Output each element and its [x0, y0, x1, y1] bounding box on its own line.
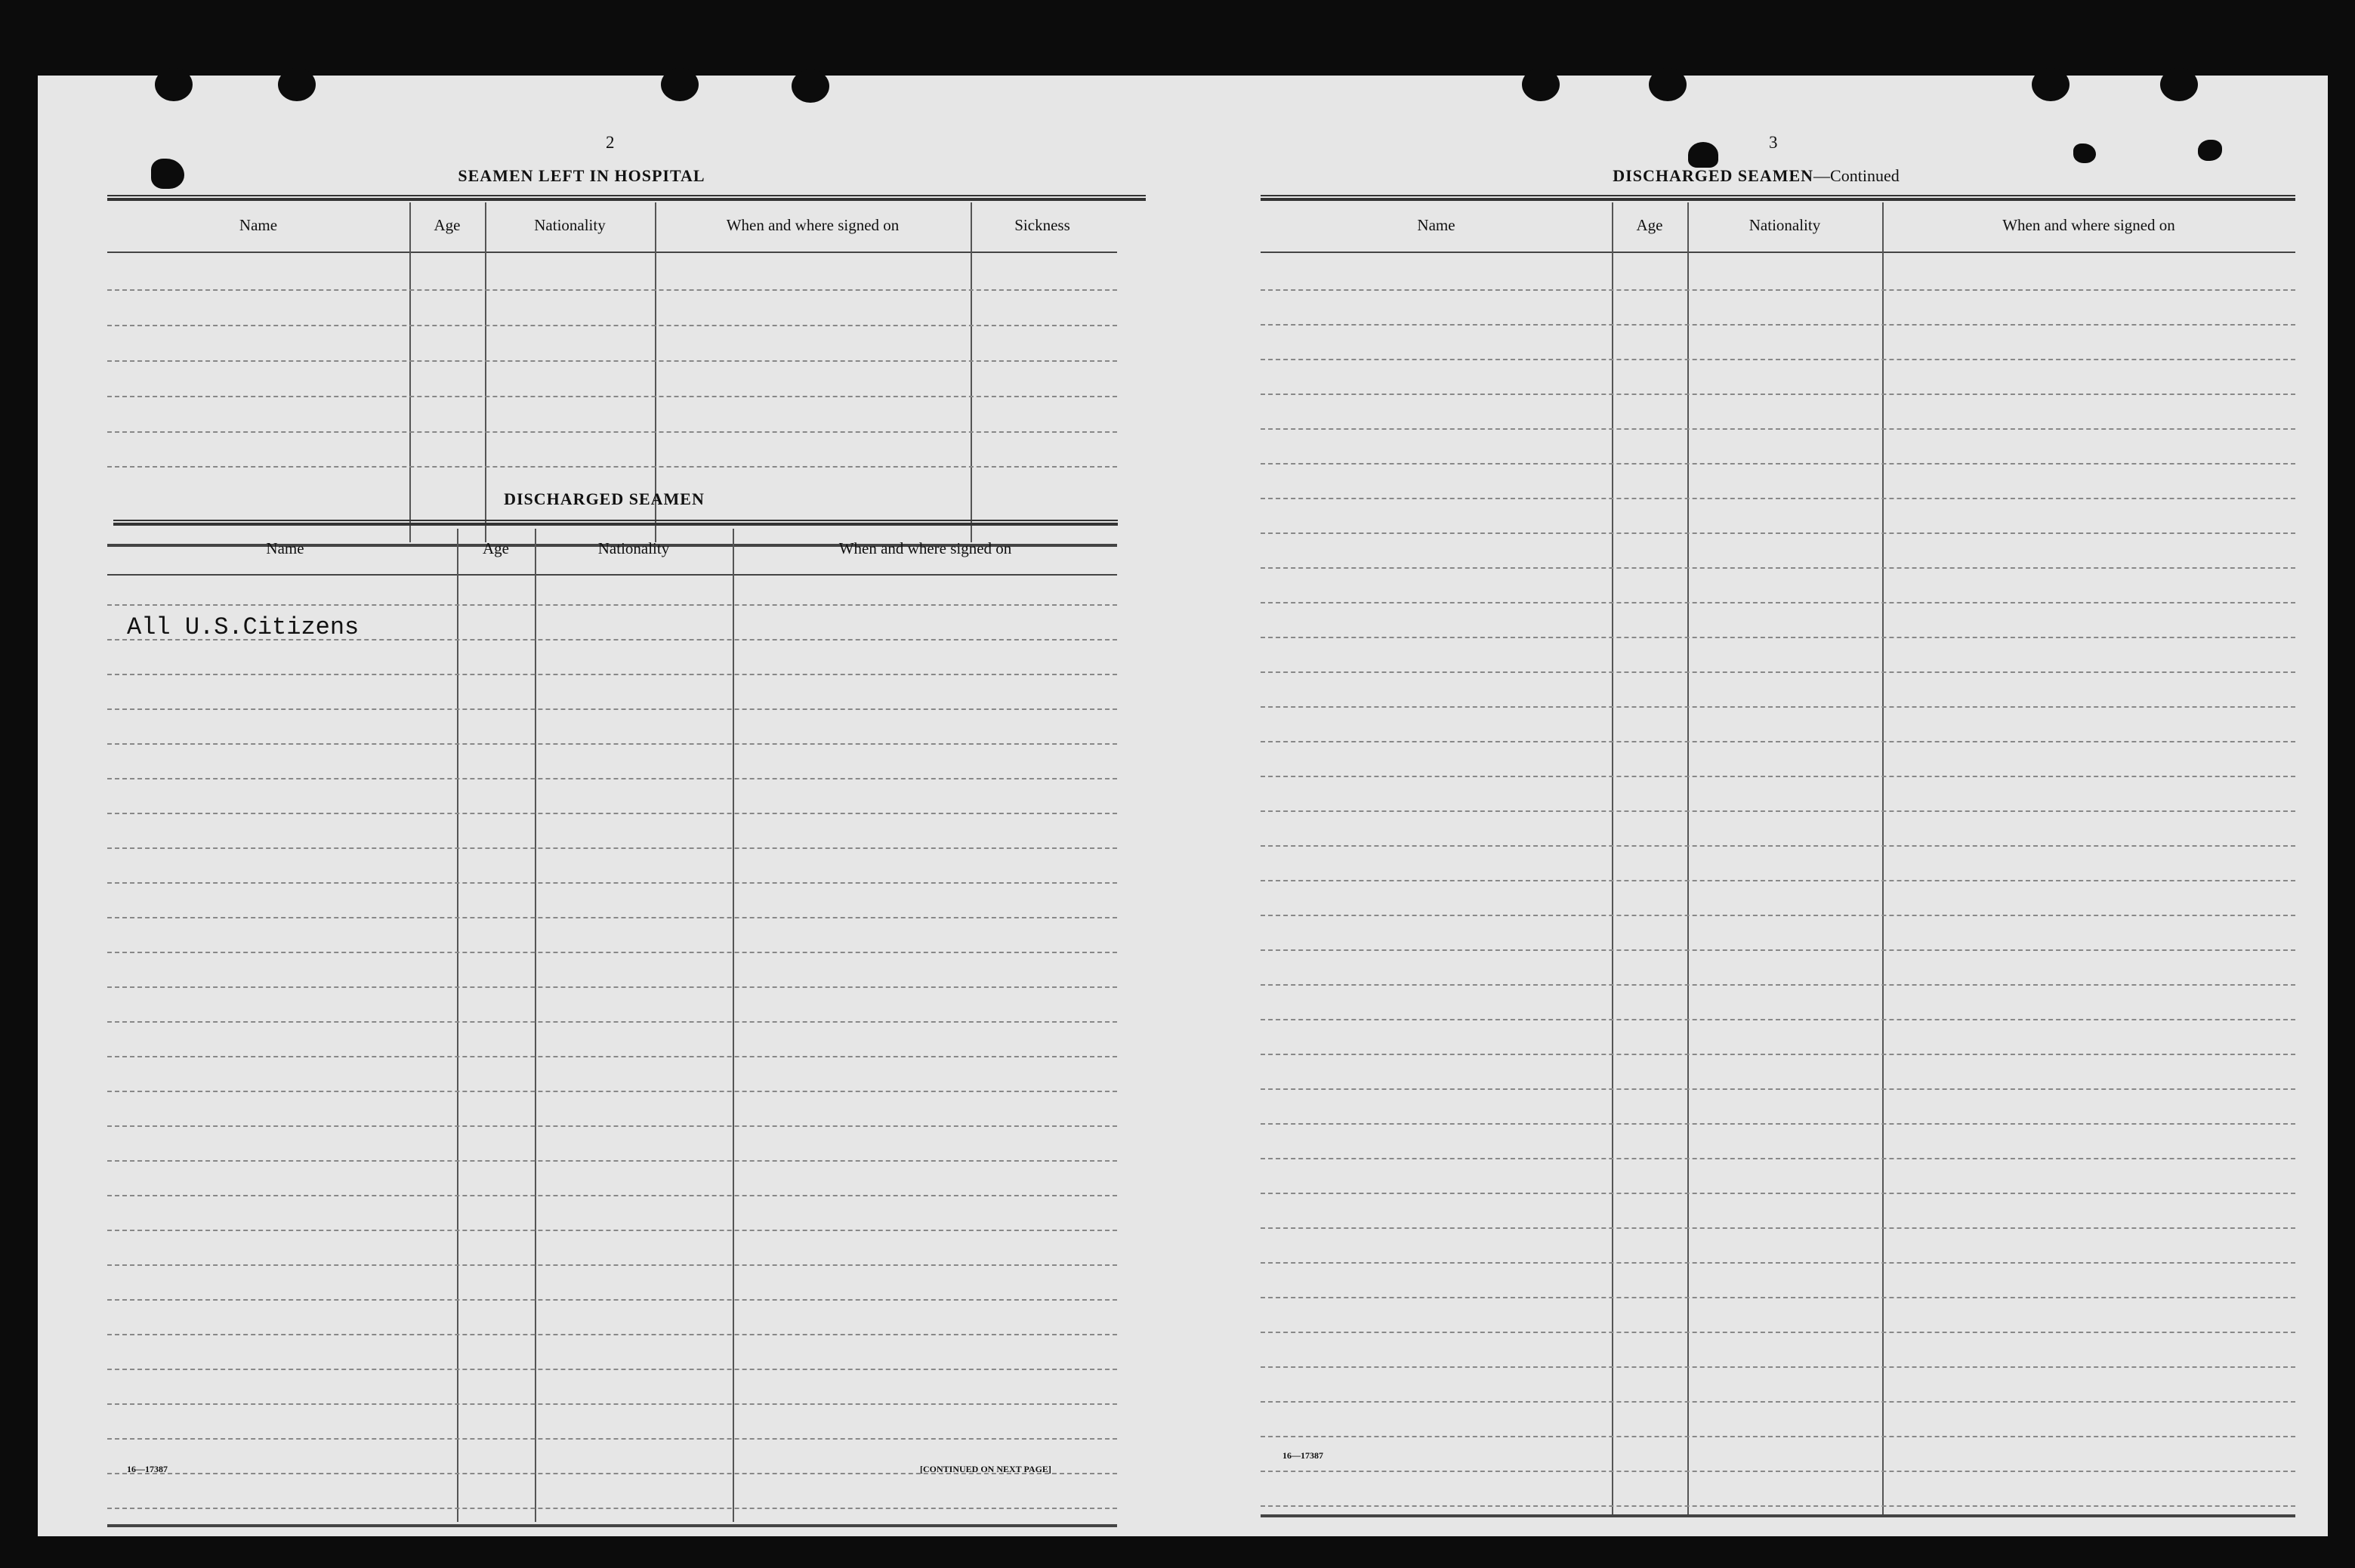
entry-line: [1261, 567, 2295, 569]
entry-line: [1261, 706, 2295, 708]
scanned-document-page: [38, 76, 2328, 1536]
entry-line: [1261, 463, 2295, 465]
entry-line: [107, 466, 1117, 468]
entry-line: [1261, 1366, 2295, 1368]
entry-line: [107, 1264, 1117, 1266]
punch-hole: [278, 68, 316, 101]
entry-line: [107, 604, 1117, 606]
right-header-age: Age: [1636, 216, 1663, 234]
torn-mark: [2073, 144, 2096, 163]
punch-hole: [2032, 68, 2069, 101]
punch-hole: [2160, 68, 2198, 101]
right-header-name: Name: [1417, 216, 1455, 234]
entry-line: [1261, 532, 2295, 534]
entry-line: [1261, 498, 2295, 499]
form-number: 16—17387: [127, 1464, 168, 1474]
entry-line: [1261, 845, 2295, 847]
punch-hole: [661, 68, 699, 101]
discharged-title-main: DISCHARGED SEAMEN: [1613, 166, 1814, 185]
column-divider: [535, 529, 536, 1522]
entry-line: [107, 431, 1117, 433]
discharged-header-signed-on: When and where signed on: [838, 539, 1012, 557]
entry-line: [1261, 984, 2295, 986]
entry-line: [1261, 671, 2295, 673]
table-bottom-rule: [107, 1524, 1117, 1527]
entry-line: [107, 986, 1117, 988]
entry-line: [1261, 1054, 2295, 1055]
column-divider: [733, 529, 734, 1522]
entry-line: [1261, 915, 2295, 916]
entry-line: [1261, 1332, 2295, 1333]
entry-line: [107, 325, 1117, 326]
entry-line: [1261, 776, 2295, 777]
hospital-header-nationality: Nationality: [534, 216, 606, 234]
hospital-header-age: Age: [434, 216, 461, 234]
entry-line: [1261, 741, 2295, 742]
entry-line: [107, 1508, 1117, 1509]
entry-line: [107, 1403, 1117, 1405]
punch-hole: [792, 69, 829, 103]
entry-line: [1261, 1262, 2295, 1264]
entry-line: [1261, 359, 2295, 360]
entry-line: [107, 882, 1117, 884]
punch-hole: [155, 68, 193, 101]
entry-line: [107, 1021, 1117, 1023]
column-divider: [409, 202, 411, 542]
entry-line: [1261, 1436, 2295, 1437]
discharged-header-name: Name: [266, 539, 304, 557]
entry-line: [107, 743, 1117, 745]
title-rule: [113, 520, 1118, 526]
discharged-continued-title: [1605, 166, 1907, 186]
column-divider: [1687, 202, 1689, 1517]
entry-line: [107, 1091, 1117, 1092]
page-number: 3: [1769, 133, 1778, 152]
entry-line: [107, 1438, 1117, 1440]
header-rule: [107, 574, 1117, 576]
column-divider: [971, 202, 972, 542]
page-number: 2: [606, 133, 615, 152]
entry-line: [107, 917, 1117, 918]
entry-line: [107, 1160, 1117, 1162]
discharged-header-nationality: Nationality: [597, 539, 670, 557]
right-header-nationality: Nationality: [1749, 216, 1821, 234]
entry-line: [107, 1125, 1117, 1127]
entry-line: [1261, 1123, 2295, 1125]
entry-line: [107, 360, 1117, 362]
entry-line: [1261, 1401, 2295, 1403]
entry-line: [1261, 1193, 2295, 1194]
hospital-header-sickness: Sickness: [1014, 216, 1070, 234]
entry-line: [107, 952, 1117, 953]
entry-line: [1261, 949, 2295, 951]
entry-line: [107, 1299, 1117, 1301]
entry-line: [1261, 1471, 2295, 1472]
entry-line: [1261, 289, 2295, 291]
discharged-entry-text: All U.S.Citizens: [127, 613, 360, 641]
entry-line: [1261, 1505, 2295, 1507]
entry-line: [1261, 324, 2295, 326]
continued-suffix: —Continued: [1813, 166, 1900, 185]
discharged-section-title: DISCHARGED SEAMEN: [504, 489, 705, 508]
punch-hole: [1649, 68, 1687, 101]
entry-line: [1261, 880, 2295, 881]
right-header-signed-on: When and where signed on: [2002, 216, 2175, 234]
entry-line: [107, 396, 1117, 397]
column-divider: [1612, 202, 1613, 1517]
entry-line: [1261, 1158, 2295, 1159]
entry-line: [107, 813, 1117, 814]
entry-line: [107, 639, 1117, 640]
entry-line: [107, 847, 1117, 849]
hospital-header-signed-on: When and where signed on: [726, 216, 900, 234]
hospital-section-title: SEAMEN LEFT IN HOSPITAL: [458, 166, 705, 185]
entry-line: [107, 1195, 1117, 1196]
torn-mark: [151, 159, 184, 189]
entry-line: [107, 674, 1117, 675]
entry-line: [107, 1230, 1117, 1231]
title-rule: [107, 195, 1146, 201]
column-divider: [1882, 202, 1884, 1517]
entry-line: [107, 1056, 1117, 1057]
entry-line: [1261, 394, 2295, 395]
entry-line: [1261, 810, 2295, 812]
torn-mark: [1688, 142, 1718, 168]
torn-mark: [2198, 140, 2222, 161]
entry-line: [1261, 1088, 2295, 1090]
entry-line: [1261, 637, 2295, 638]
entry-line: [1261, 1297, 2295, 1298]
header-rule: [1261, 252, 2295, 253]
punch-hole: [1522, 68, 1560, 101]
entry-line: [1261, 1227, 2295, 1229]
title-rule: [1261, 195, 2295, 201]
table-bottom-rule: [1261, 1514, 2295, 1517]
form-number: 16—17387: [1282, 1450, 1323, 1461]
header-rule: [107, 252, 1117, 253]
discharged-header-age: Age: [483, 539, 509, 557]
entry-line: [107, 1334, 1117, 1335]
hospital-header-name: Name: [239, 216, 278, 234]
entry-line: [1261, 428, 2295, 430]
entry-line: [107, 708, 1117, 710]
column-divider: [457, 529, 458, 1522]
entry-line: [107, 778, 1117, 779]
entry-line: [107, 289, 1117, 291]
entry-line: [107, 1369, 1117, 1370]
entry-line: [1261, 1019, 2295, 1020]
entry-line: [1261, 602, 2295, 603]
continued-note: [CONTINUED ON NEXT PAGE]: [920, 1464, 1051, 1474]
